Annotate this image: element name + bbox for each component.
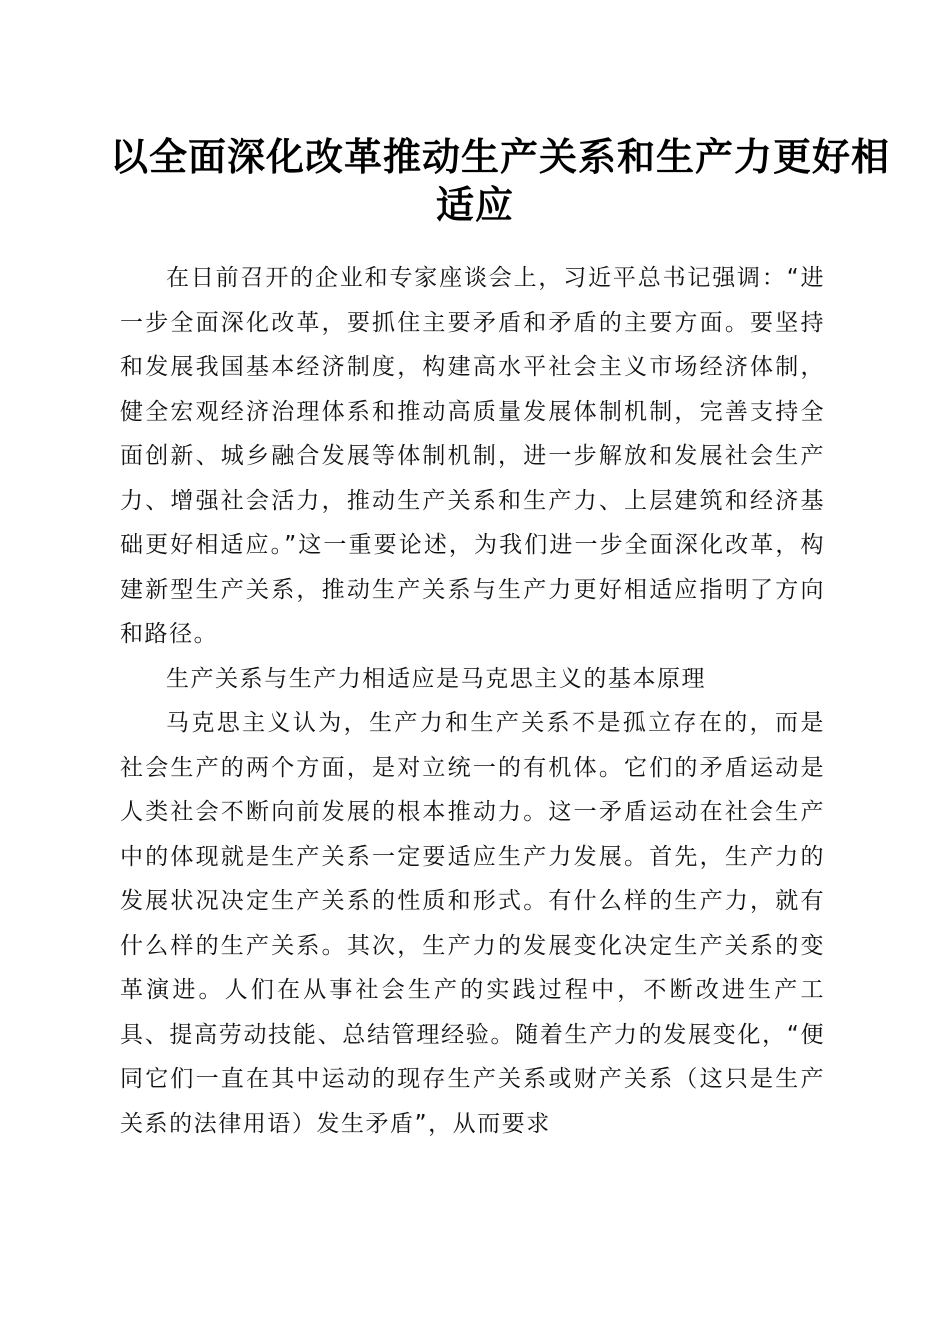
section-heading: 生产关系与生产力相适应是马克思主义的基本原理 — [166, 665, 707, 692]
paragraph-body: 马克思主义认为，生产力和生产关系不是孤立存在的，而是社会生产的两个方面，是对立统一的有机体。它们的矛盾运动是人类社会不断向前发展的根本推动力。这一矛盾运动在社会生产中的体现就是生产关系一定要适应生产力发展。首先，生产力的发展状况决定生产关系的性质和形式。有什么样的生产力，就有什么样的生产关系。其次，生产力的发展变化决定生产关系的变革演进。人们在从事社会生产的实践过程中，不断改进生产工具、提高劳动技能、总结管理经验。随着生产力的发展变化，“便同它们一直在其中运动的现存生产关系或财产关系（这只是生产关系的法律用语）发生矛盾”，从而要求 — [120, 710, 825, 1137]
title-line-1: 以全面深化改革推动生产关系和生产力更好相 — [110, 134, 891, 179]
document-title — [110, 133, 891, 229]
document-body — [120, 256, 825, 1146]
paragraph-intro: 在日前召开的企业和专家座谈会上，习近平总书记强调：“进一步全面深化改革，要抓住主要矛盾和矛盾的主要方面。要坚持和发展我国基本经济制度，构建高水平社会主义市场经济体制，健全宏观经济治理体系和推动高质量发展体制机制，完善支持全面创新、城乡融合发展等体制机制，进一步解放和发展社会生产力、增强社会活力，推动生产关系和生产力、上层建筑和经济基础更好相适应。”这一重要论述，为我们进一步全面深化改革，构建新型生产关系，推动生产关系与生产力更好相适应指明了方向和路径。 — [120, 265, 825, 647]
title-line-2: 适应 — [435, 182, 514, 227]
